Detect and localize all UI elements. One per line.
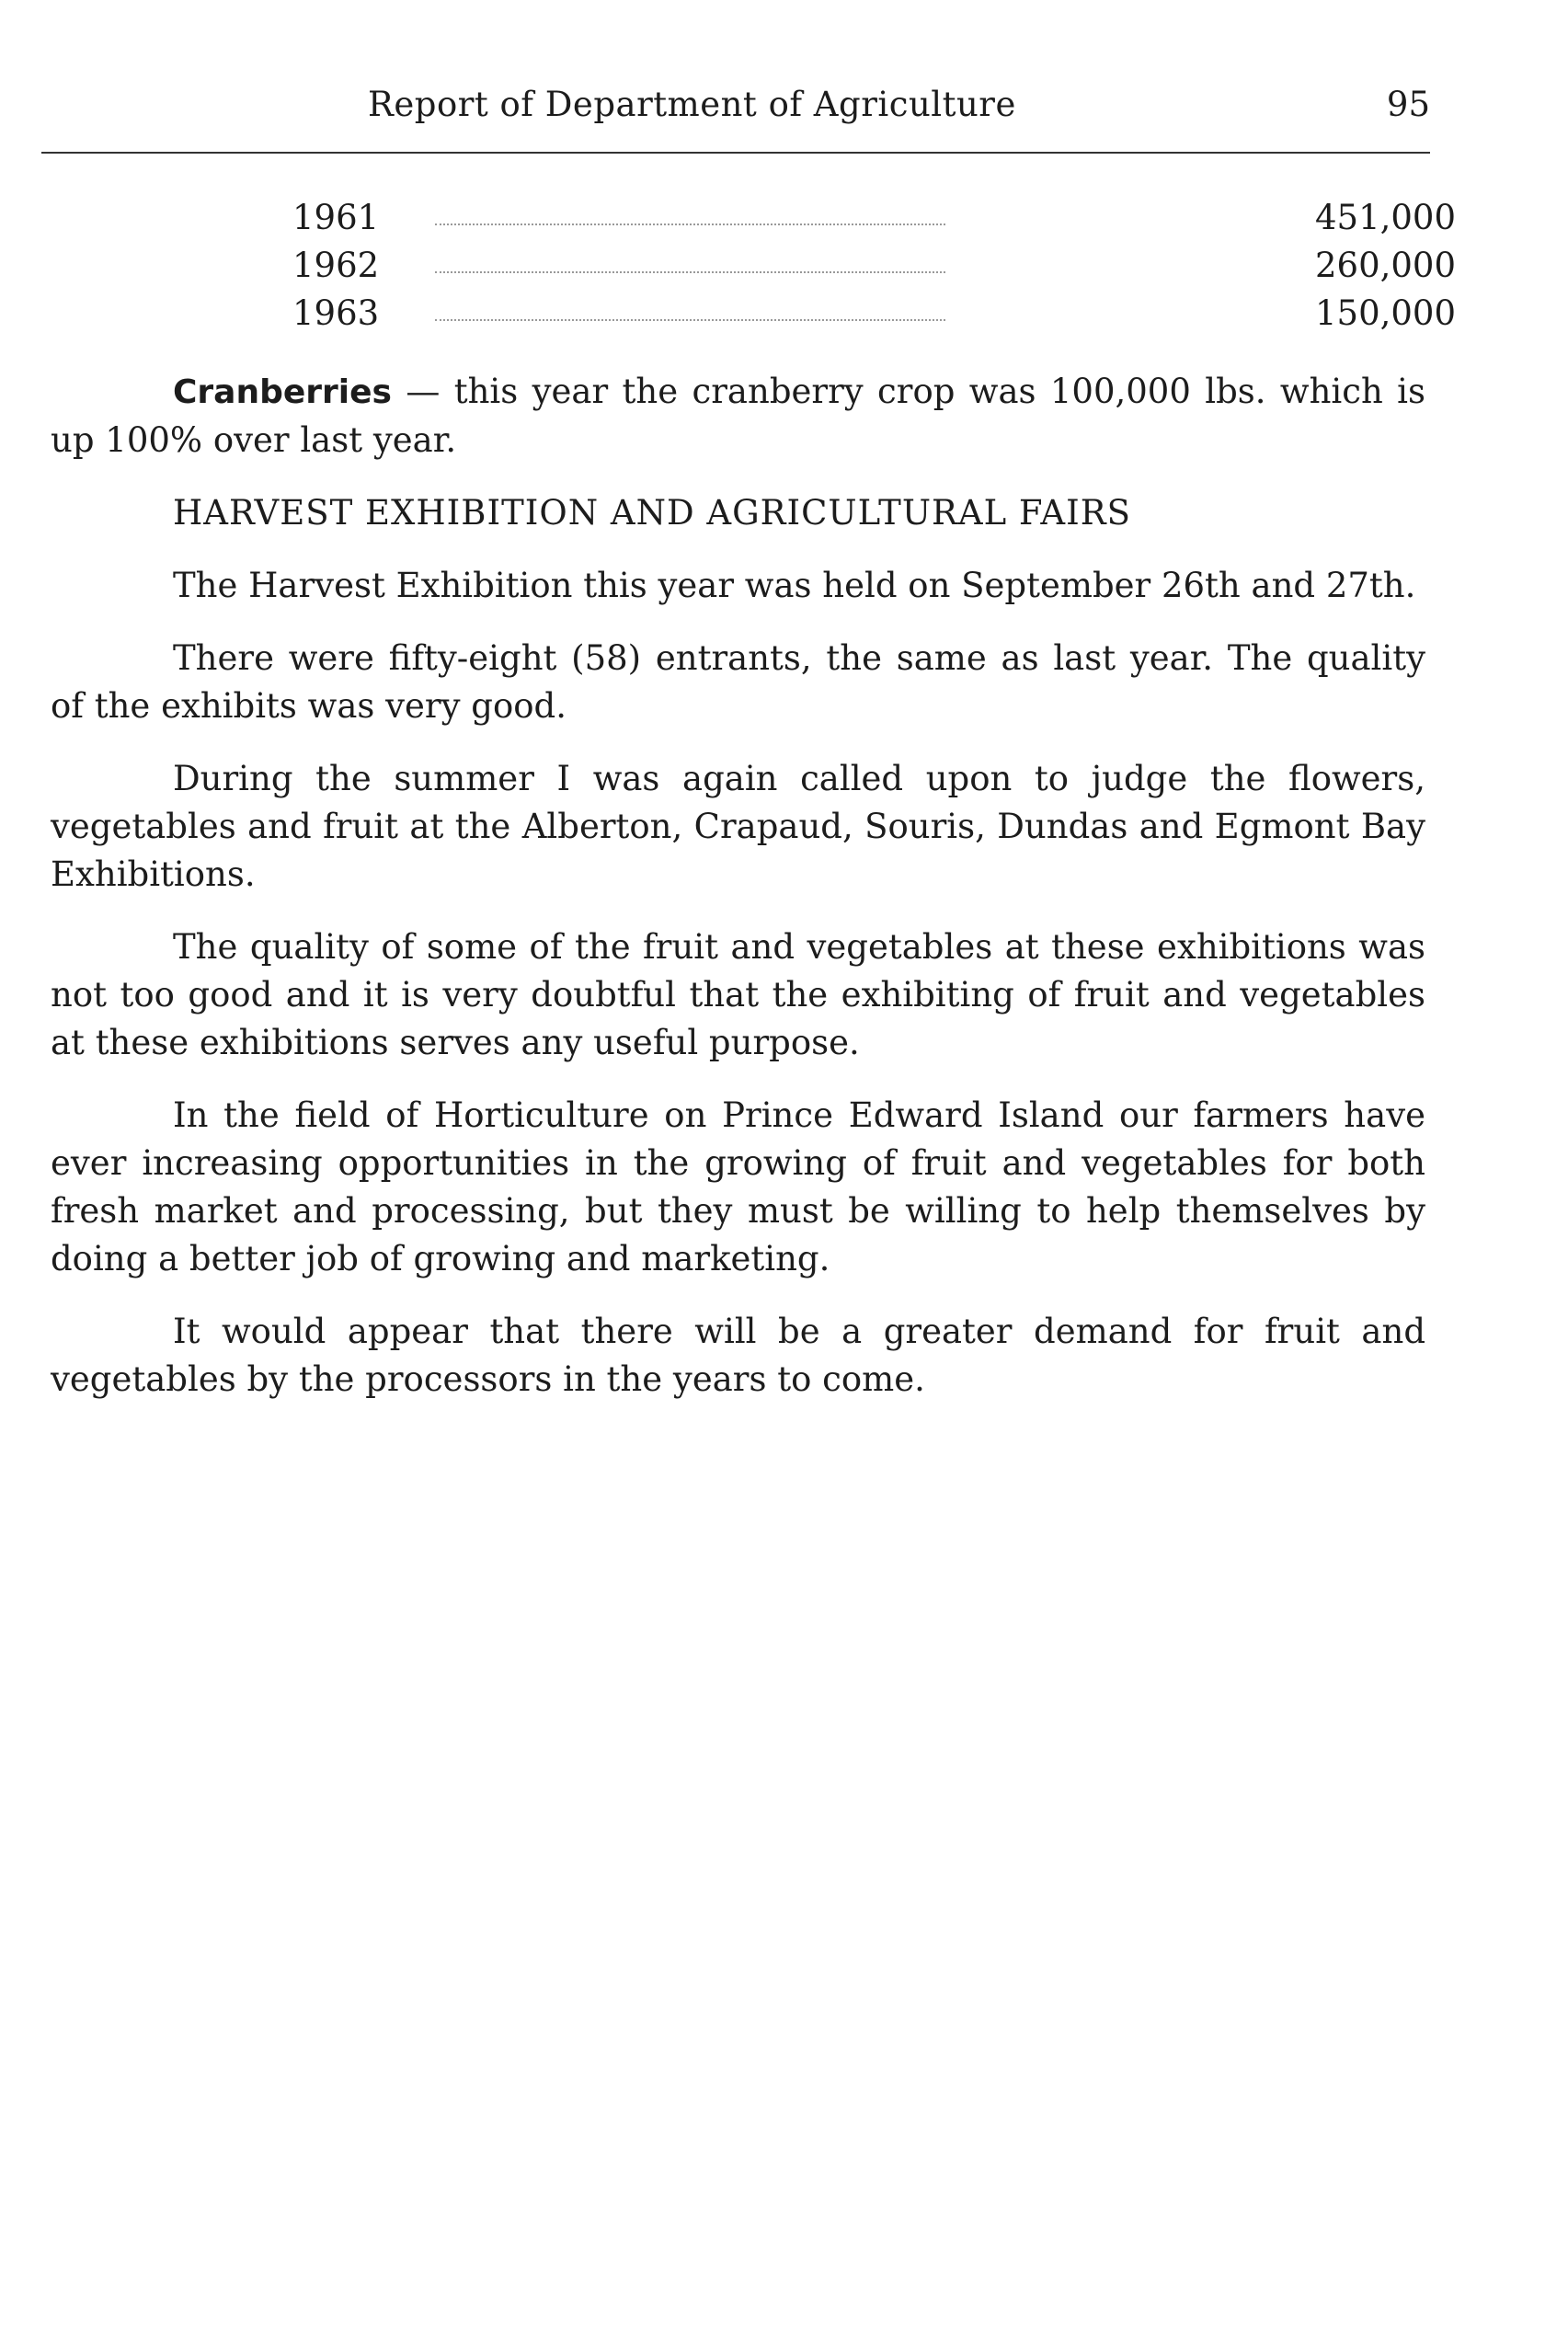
cranberries-lead: Cranberries xyxy=(173,373,392,411)
yearly-production-table xyxy=(292,198,1456,341)
section-heading: HARVEST EXHIBITION AND AGRICULTURAL FAIRS xyxy=(173,493,1131,533)
page-number: 95 xyxy=(1386,85,1430,124)
paragraph: There were fifty-eight (58) entrants, the same as last year. The quality of the exhibits was very good. xyxy=(51,638,1425,726)
row-year: 1963 xyxy=(292,293,380,333)
table-row xyxy=(292,198,1456,246)
paragraph: In the field of Horticulture on Prince Edward Island our farmers have ever increasing opportunities in the growing of fruit and vegetables for both fresh market and processing, but they must be willing to help themselves by doing a better job of growing and marketing. xyxy=(51,1095,1425,1278)
running-header xyxy=(37,85,1430,149)
row-value: 451,000 xyxy=(1314,198,1456,237)
row-value: 260,000 xyxy=(1314,246,1456,285)
row-year: 1962 xyxy=(292,246,380,285)
table-row xyxy=(292,293,1456,341)
header-title: Report of Department of Agriculture xyxy=(368,85,1016,124)
paragraph: The quality of some of the fruit and vegetables at these exhibitions was not too good and it is very doubtful that the exhibiting of fruit and vegetables at these exhibitions serves any useful purpose. xyxy=(51,927,1425,1062)
header-rule xyxy=(41,152,1430,154)
cranberries-paragraph xyxy=(51,368,1425,464)
row-value: 150,000 xyxy=(1314,293,1456,333)
body-text xyxy=(51,368,1425,1428)
dot-leader xyxy=(435,271,945,273)
table-row xyxy=(292,246,1456,293)
paragraph: The Harvest Exhibition this year was held on September 26th and 27th. xyxy=(173,566,1416,605)
paragraph: During the summer I was again called upon to judge the flowers, vegetables and fruit at the Alberton, Crapaud, Souris, Dundas and Egmont Bay Exhibitions. xyxy=(51,759,1425,894)
paragraph: It would appear that there will be a greater demand for fruit and vegetables by the processors in the years to come. xyxy=(51,1312,1425,1399)
dot-leader xyxy=(435,319,945,321)
cranberries-text: — this year the cranberry crop was 100,000 lbs. which is up 100% over last year. xyxy=(51,372,1425,460)
row-year: 1961 xyxy=(292,198,380,237)
dot-leader xyxy=(435,224,945,225)
